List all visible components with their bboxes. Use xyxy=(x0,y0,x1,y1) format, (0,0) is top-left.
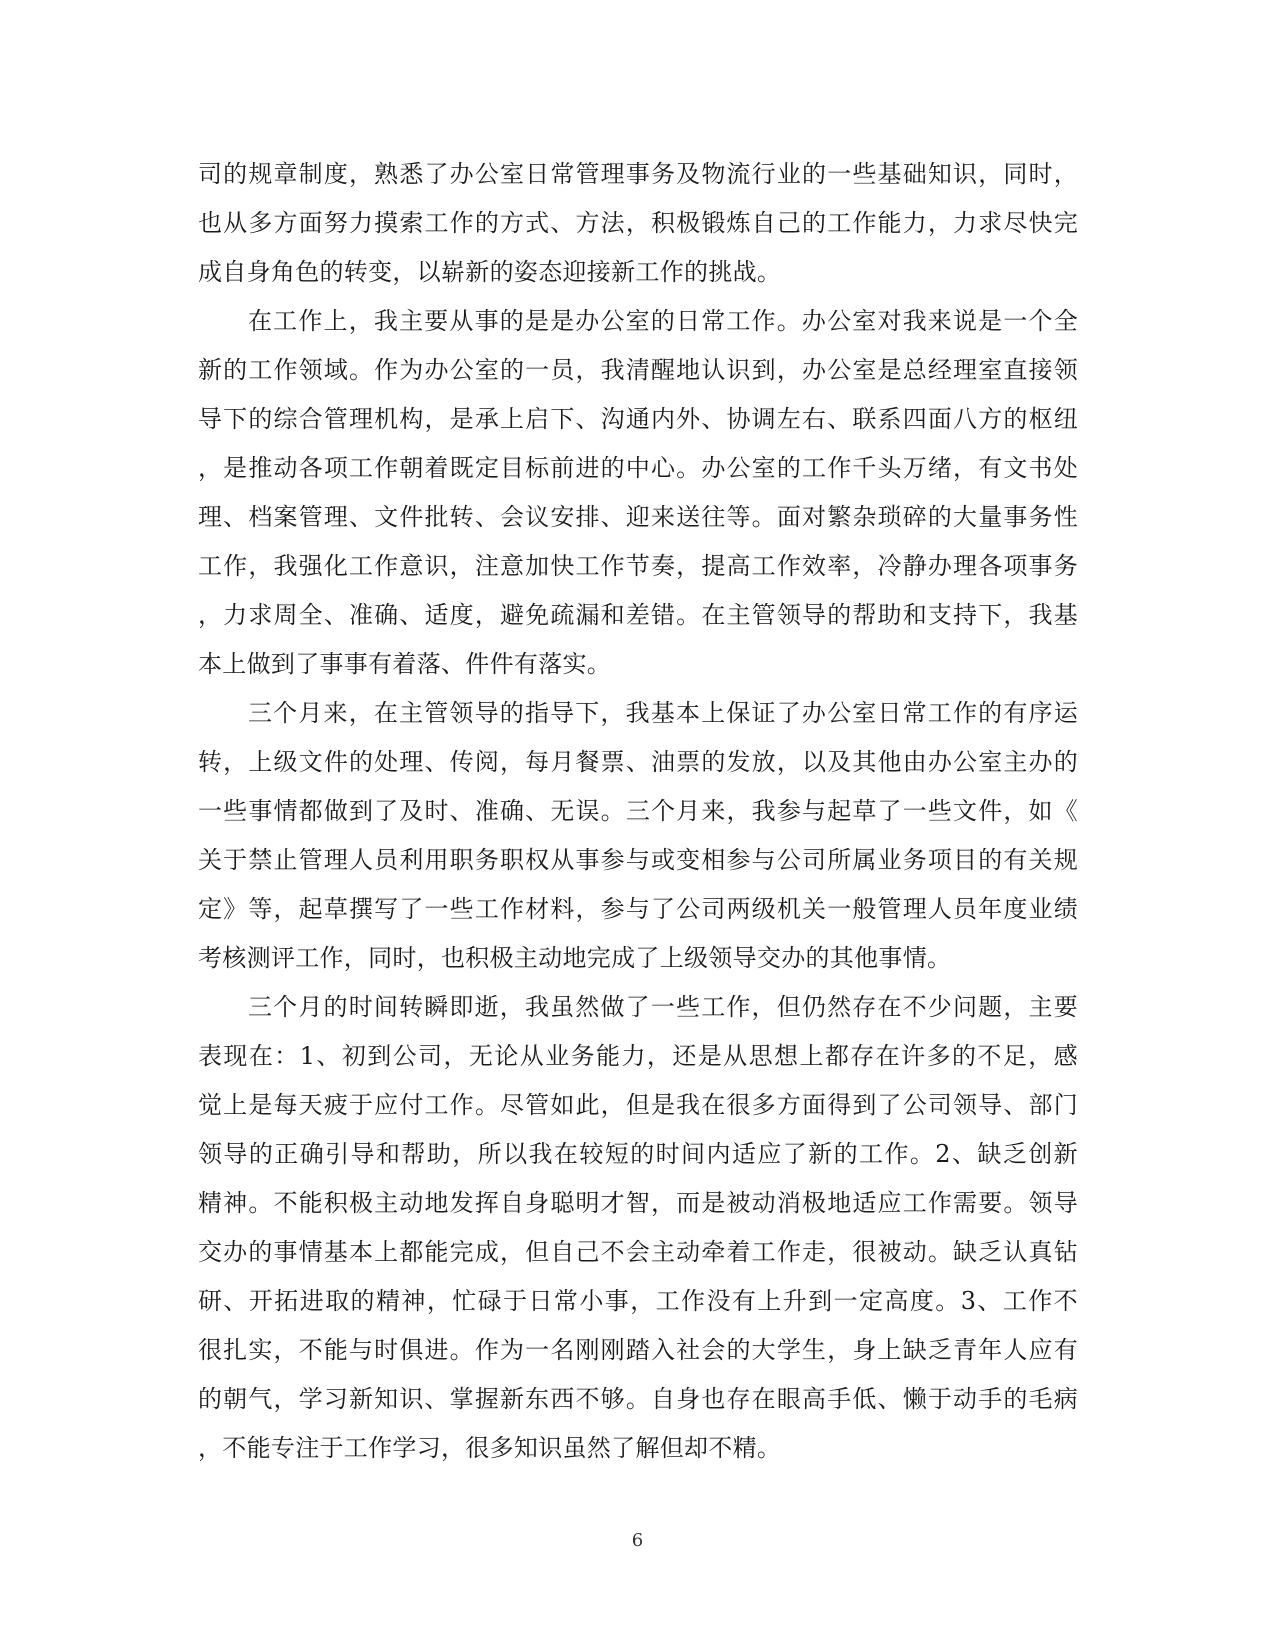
text-line: 交办的事情基本上都能完成，但自己不会主动牵着工作走，很被动。缺乏认真钻 xyxy=(198,1238,1078,1266)
text-line: 本上做到了事事有着落、件件有落实。 xyxy=(198,650,612,678)
text-line: 的朝气，学习新知识、掌握新东西不够。自身也存在眼高手低、懒于动手的毛病 xyxy=(198,1385,1078,1413)
text-line: 新的工作领域。作为办公室的一员，我清醒地认识到，办公室是总经理室直接领 xyxy=(198,356,1078,384)
text-line: 研、开拓进取的精神，忙碌于日常小事，工作没有上升到一定高度。3、工作不 xyxy=(198,1287,1078,1315)
text-line: ，是推动各项工作朝着既定目标前进的中心。办公室的工作千头万绪，有文书处 xyxy=(198,454,1078,482)
text-line: ，不能专注于工作学习，很多知识虽然了解但却不精。 xyxy=(198,1434,782,1462)
text-line: 一些事情都做到了及时、准确、无误。三个月来，我参与起草了一些文件，如《 xyxy=(198,797,1078,825)
text-line: 三个月的时间转瞬即逝，我虽然做了一些工作，但仍然存在不少问题，主要 xyxy=(248,993,1078,1021)
text-line: 很扎实，不能与时俱进。作为一名刚刚踏入社会的大学生，身上缺乏青年人应有 xyxy=(198,1336,1078,1364)
text-line: 定》等，起草撰写了一些工作材料，参与了公司两级机关一般管理人员年度业绩 xyxy=(198,895,1078,923)
text-line: 转，上级文件的处理、传阅，每月餐票、油票的发放，以及其他由办公室主办的 xyxy=(198,748,1078,776)
document-body xyxy=(198,150,1078,1473)
text-line: 司的规章制度，熟悉了办公室日常管理事务及物流行业的一些基础知识，同时， xyxy=(198,160,1078,188)
text-line: 三个月来，在主管领导的指导下，我基本上保证了办公室日常工作的有序运 xyxy=(248,699,1078,727)
text-line: 在工作上，我主要从事的是是办公室的日常工作。办公室对我来说是一个全 xyxy=(248,307,1078,335)
text-line: 也从多方面努力摸索工作的方式、方法，积极锻炼自己的工作能力，力求尽快完 xyxy=(198,209,1078,237)
text-line: 精神。不能积极主动地发挥自身聪明才智，而是被动消极地适应工作需要。领导 xyxy=(198,1189,1078,1217)
page-number: 6 xyxy=(631,1530,644,1551)
text-line: 成自身角色的转变，以崭新的姿态迎接新工作的挑战。 xyxy=(198,258,782,286)
text-line: 工作，我强化工作意识，注意加快工作节奏，提高工作效率，冷静办理各项事务 xyxy=(198,552,1078,580)
text-line: 理、档案管理、文件批转、会议安排、迎来送往等。面对繁杂琐碎的大量事务性 xyxy=(198,503,1078,531)
text-line: ，力求周全、准确、适度，避免疏漏和差错。在主管领导的帮助和支持下，我基 xyxy=(198,601,1078,629)
text-line: 考核测评工作，同时，也积极主动地完成了上级领导交办的其他事情。 xyxy=(198,944,952,972)
text-line: 表现在：1、初到公司，无论从业务能力，还是从思想上都存在许多的不足，感 xyxy=(198,1042,1078,1070)
text-line: 领导的正确引导和帮助，所以我在较短的时间内适应了新的工作。2、缺乏创新 xyxy=(198,1140,1078,1168)
text-line: 觉上是每天疲于应付工作。尽管如此，但是我在很多方面得到了公司领导、部门 xyxy=(198,1091,1078,1119)
text-line: 导下的综合管理机构，是承上启下、沟通内外、协调左右、联系四面八方的枢纽 xyxy=(198,405,1078,433)
text-line: 关于禁止管理人员利用职务职权从事参与或变相参与公司所属业务项目的有关规 xyxy=(198,846,1078,874)
